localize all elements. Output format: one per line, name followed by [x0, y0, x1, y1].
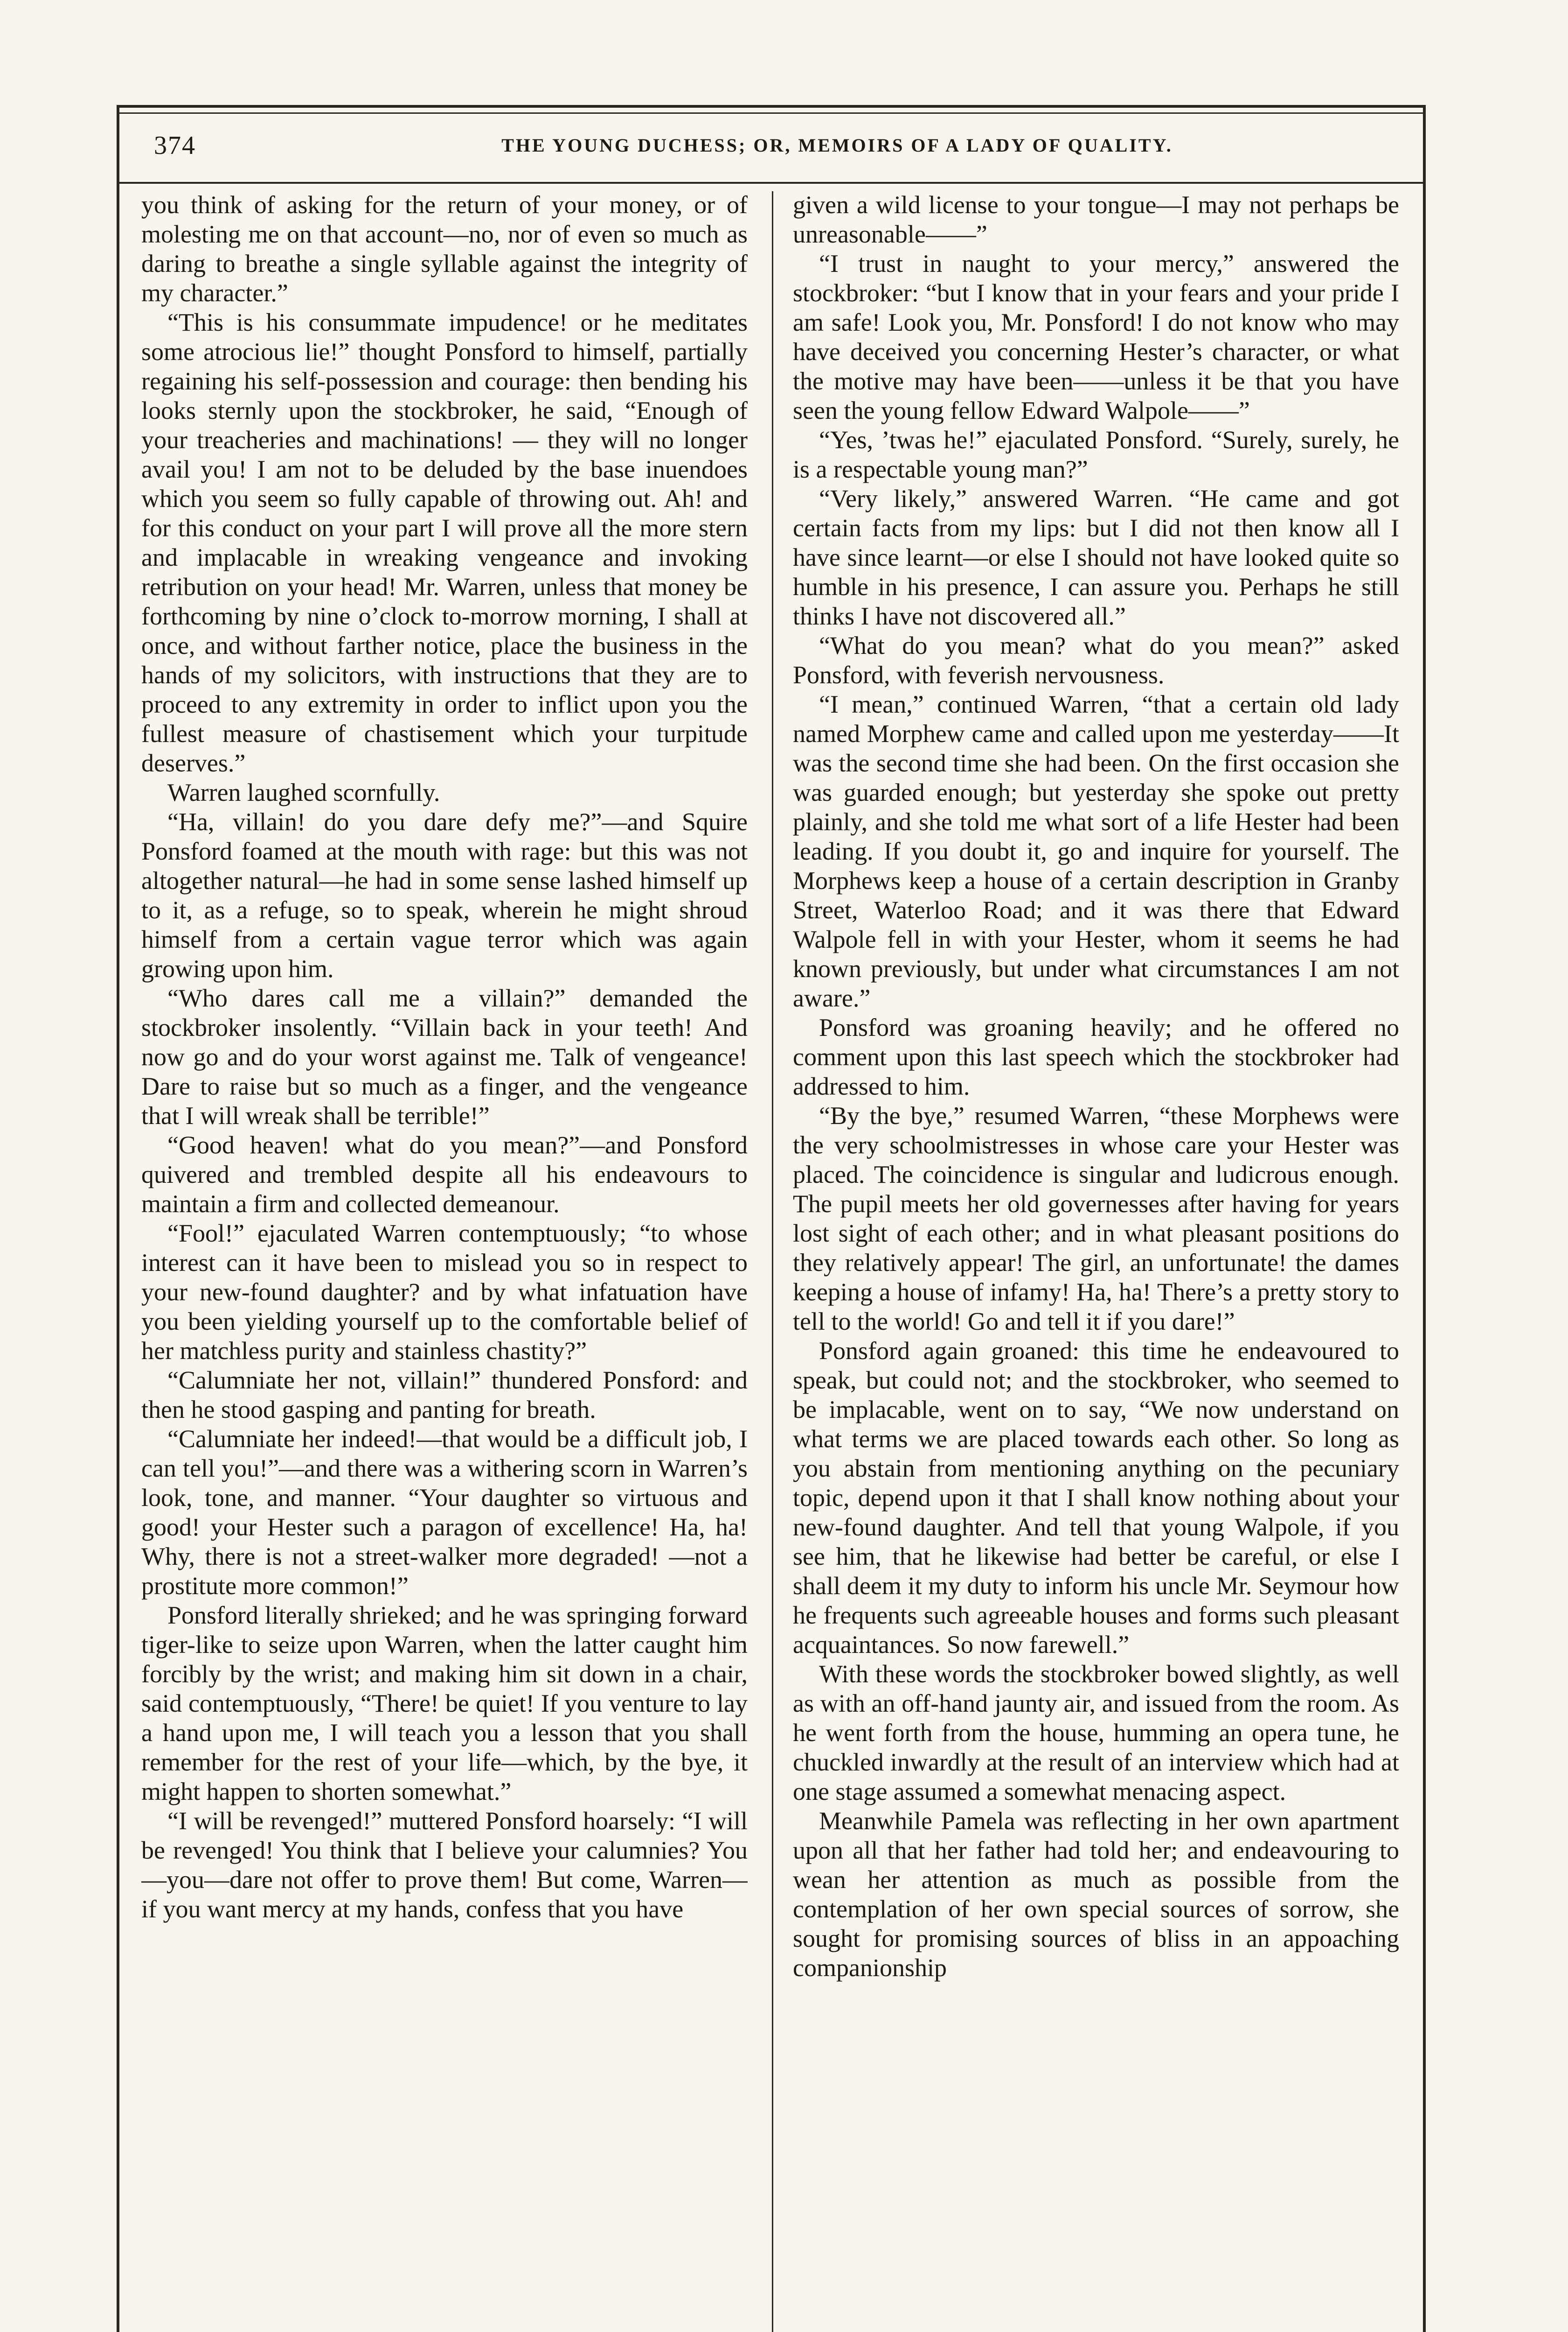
- paragraph: Ponsford again groaned: this time he endeavoured to speak, but could not; and the stockbroker, who seemed to be implacable, went on to say, “We now understand on what terms we are placed towards each other. So long as you abstain from mentioning anything on the pecuniary topic, depend upon it that I shall know nothing about your new-found daughter. And tell that young Walpole, if you see him, that he likewise had better be careful, or else I shall deem it my duty to inform his uncle Mr. Seymour how he frequents such agreeable houses and forms such pleasant acquaintances. So now farewell.”: [793, 1337, 1399, 1659]
- paragraph: Ponsford literally shrieked; and he was springing forward tiger-like to seize upon Warren, when the latter caught him forcibly by the wrist; and making him sit down in a chair, said contemptuously, “There! be quiet! If you venture to lay a hand upon me, I will teach you a lesson that you shall remember for the rest of your life—which, by the bye, it might happen to shorten somewhat.”: [141, 1601, 748, 1805]
- paragraph: given a wild license to your tongue—I may not perhaps be unreasonable——”: [793, 191, 1399, 248]
- paragraph: “I mean,” continued Warren, “that a certain old lady named Morphew came and called upon me yesterday——It was the second time she had been. On the first occasion she was guarded enough; but yesterday she spoke out pretty plainly, and she told me what sort of a life Hester had been leading. If you doubt it, go and inquire for yourself. The Morphews keep a house of a certain description in Granby Street, Waterloo Road; and it was there that Edward Walpole fell in with your Hester, whom it seems he had known previously, but under what circumstances I am not aware.”: [793, 690, 1399, 1012]
- header-rule: [117, 182, 1426, 184]
- paragraph: With these words the stockbroker bowed slightly, as well as with an off-hand jaunty air, and issued from the room. As he went forth from the house, humming an opera tune, he chuckled inwardly at the result of an interview which had at one stage assumed a somewhat menacing aspect.: [793, 1660, 1399, 1805]
- paragraph: “Fool!” ejaculated Warren contemptuously; “to whose interest can it have been to mislead you so in respect to your new-found daughter? and by what infatuation have you been yielding yourself up to the comfortable belief of her matchless purity and stainless chastity?”: [141, 1219, 748, 1365]
- column-divider: [772, 191, 773, 2332]
- paragraph: “I will be revenged!” muttered Ponsford hoarsely: “I will be revenged! You think that I believe your calumnies? You—you—dare not offer to prove them! But come, Warren—if you want mercy at my hands, confess that you have: [141, 1807, 748, 1923]
- paragraph: Meanwhile Pamela was reflecting in her own apartment upon all that her father had told her; and endeavouring to wean her attention as much as possible from the contemplation of her own special sources of sorrow, she sought for promising sources of bliss in an appoaching companionship: [793, 1807, 1399, 1982]
- paragraph: “Good heaven! what do you mean?”—and Ponsford quivered and trembled despite all his endeavours to maintain a firm and collected demeanour.: [141, 1131, 748, 1218]
- paragraph: Warren laughed scornfully.: [167, 778, 440, 806]
- paragraph: “What do you mean? what do you mean?” asked Ponsford, with feverish nervousness.: [793, 632, 1399, 689]
- page-number: 374: [154, 131, 196, 160]
- paragraph: “Calumniate her indeed!—that would be a difficult job, I can tell you!”—and there was a withering scorn in Warren’s look, tone, and manner. “Your daughter so virtuous and good! your Hester such a paragon of excellence! Ha, ha! Why, there is not a street-walker more degraded! —not a prostitute more common!”: [141, 1425, 748, 1600]
- paragraph: “Calumniate her not, villain!” thundered Ponsford: and then he stood gasping and panting for breath.: [141, 1366, 748, 1423]
- paragraph: “Yes, ’twas he!” ejaculated Ponsford. “Surely, surely, he is a respectable young man?”: [793, 426, 1399, 483]
- paragraph: “I trust in naught to your mercy,” answered the stockbroker: “but I know that in your fears and your pride I am safe! Look you, Mr. Ponsford! I do not know who may have deceived you concerning Hester’s character, or what the motive may have been——unless it be that you have seen the young fellow Edward Walpole——”: [793, 250, 1399, 424]
- paragraph: Ponsford was groaning heavily; and he offered no comment upon this last speech which the stockbroker had addressed to him.: [793, 1013, 1399, 1100]
- top-rule: [117, 105, 1426, 114]
- paragraph: “By the bye,” resumed Warren, “these Morphews were the very schoolmistresses in whose care your Hester was placed. The coincidence is singular and ludicrous enough. The pupil meets her old governesses after having for years lost sight of each other; and in what pleasant positions do they relatively appear! The girl, an unfortunate! the dames keeping a house of infamy! Ha, ha! There’s a pretty story to tell to the world! Go and tell it if you dare!”: [793, 1102, 1399, 1335]
- paragraph: “This is his consummate impudence! or he meditates some atrocious lie!” thought Ponsford to himself, partially regaining his self-possession and courage: then bending his looks sternly upon the stockbroker, he said, “Enough of your treacheries and machinations! — they will no longer avail you! I am not to be deluded by the base inuendoes which you seem so fully capable of throwing out. Ah! and for this conduct on your part I will prove all the more stern and implacable in wreaking vengeance and invoking retribution on your head! Mr. Warren, unless that money be forthcoming by nine o’clock to-morrow morning, I shall at once, and without farther notice, place the business in the hands of my solicitors, with instructions that they are to proceed to any extremity in order to inflict upon you the fullest measure of chastisement which your turpitude deserves.”: [141, 308, 748, 777]
- left-column: [141, 190, 748, 2332]
- running-title: THE YOUNG DUCHESS; OR, MEMOIRS OF A LADY OF QUALITY.: [501, 135, 1173, 156]
- paragraph: “Very likely,” answered Warren. “He came and got certain facts from my lips: but I did not then know all I have since learnt—or else I should not have looked quite so humble in his presence, I can assure you. Perhaps he still thinks I have not discovered all.”: [793, 485, 1399, 630]
- paragraph: “Who dares call me a villain?” demanded the stockbroker insolently. “Villain back in your teeth! And now go and do your worst against me. Talk of vengeance! Dare to raise but so much as a finger, and the vengeance that I will wreak shall be terrible!”: [141, 984, 748, 1130]
- paragraph: “Ha, villain! do you dare defy me?”—and Squire Ponsford foamed at the mouth with rage: but this was not altogether natural—he had in some sense lashed himself up to it, as a refuge, so to speak, wherein he might shroud himself from a certain vague terror which was again growing upon him.: [141, 808, 748, 983]
- right-column: [793, 190, 1399, 2332]
- page-header: [154, 131, 1395, 173]
- paragraph: you think of asking for the return of your money, or of molesting me on that account—no, nor of even so much as daring to breathe a single syllable against the integrity of my character.”: [141, 191, 748, 307]
